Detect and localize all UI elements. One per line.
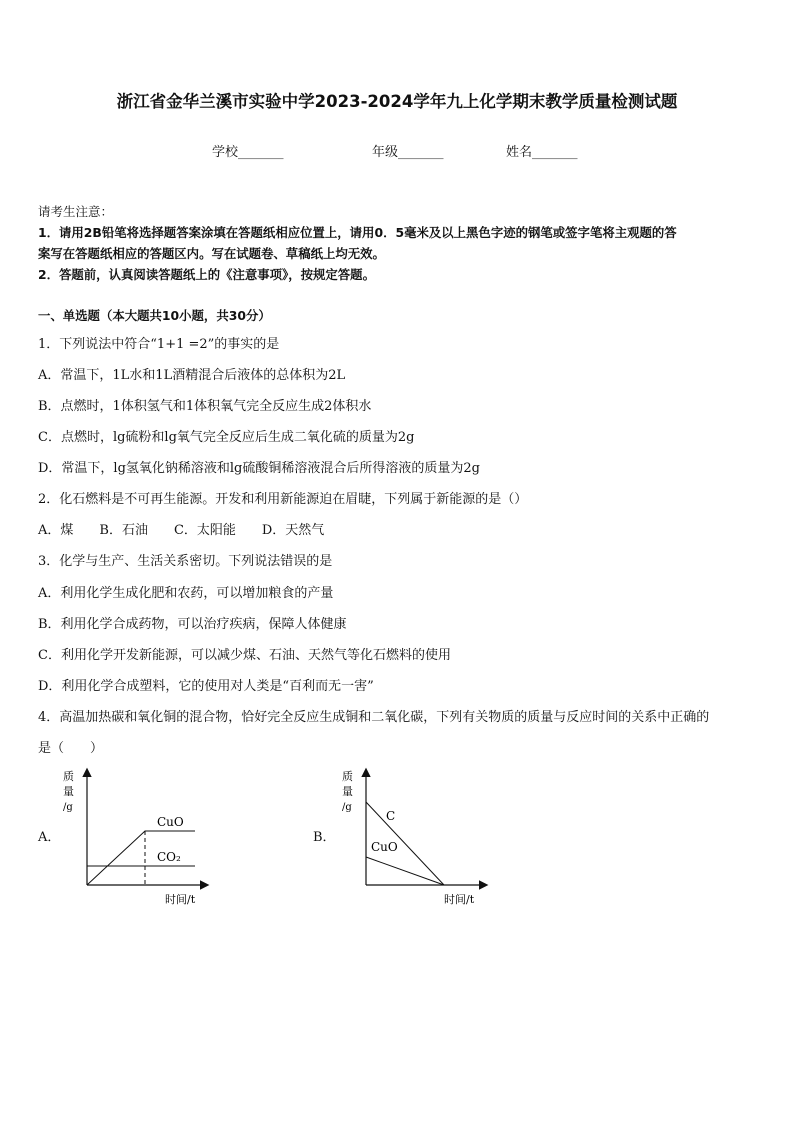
question-3-option-a: A．利用化学生成化肥和农药，可以增加粮食的产量 (38, 586, 334, 601)
question-4-stem-line-1: 4．高温加热碳和氧化铜的混合物，恰好完全反应生成铜和二氧化碳，下列有关物质的质量与反应时间的关系中正确的 (38, 710, 710, 725)
graph-a-option-label: A． (38, 830, 61, 845)
graph-a-y-label-1: 质 (63, 770, 74, 783)
question-3-option-d: D．利用化学合成塑料，它的使用对人类是“百利而无一害” (38, 679, 374, 694)
graph-b-y-label-3: /g (342, 802, 352, 813)
graph-b-series-cuo: CuO (371, 840, 398, 854)
question-3-stem: 3．化学与生产、生活关系密切。下列说法错误的是 (38, 554, 333, 569)
grade-field: 年级_______ (372, 145, 444, 160)
question-4-stem-line-2: 是（ ） (38, 741, 104, 756)
question-1-option-a: A．常温下，1L水和1L酒精混合后液体的总体积为2L (38, 368, 346, 383)
graph-a-series-co2: CO₂ (157, 850, 181, 864)
page-title: 浙江省金华兰溪市实验中学2023-2024学年九上化学期末教学质量检测试题 (116, 92, 678, 111)
graph-a-x-label: 时间/t (165, 893, 196, 906)
graph-a-y-label-3: /g (63, 802, 73, 813)
notice-item-2: 2．答题前，认真阅读答题纸上的《注意事项》，按规定答题。 (38, 267, 375, 282)
graph-a-series-cuo: CuO (157, 815, 184, 829)
school-field: 学校_______ (212, 145, 284, 160)
graph-b-line-cuo (366, 857, 444, 885)
graph-b (334, 760, 504, 910)
graph-b-series-c: C (386, 809, 396, 823)
graph-b-x-label: 时间/t (444, 893, 475, 906)
question-1-option-d: D．常温下，lg氢氧化钠稀溶液和lg硫酸铜稀溶液混合后所得溶液的质量为2g (38, 461, 480, 476)
question-2-options: A．煤 B．石油 C．太阳能 D．天然气 (38, 523, 325, 538)
notice-item-1-line-1: 1．请用2B铅笔将选择题答案涂填在答题纸相应位置上，请用0．5毫米及以上黑色字迹的钢笔或签字笔将主观题的答 (38, 225, 677, 240)
graph-a (55, 760, 225, 910)
section-heading: 一、单选题（本大题共10小题，共30分） (38, 308, 271, 323)
question-3-option-c: C．利用化学开发新能源，可以减少煤、石油、天然气等化石燃料的使用 (38, 648, 451, 663)
graph-b-option-label: B． (313, 830, 336, 845)
question-1-option-c: C．点燃时，lg硫粉和lg氧气完全反应后生成二氧化硫的质量为2g (38, 430, 415, 445)
question-3-option-b: B．利用化学合成药物，可以治疗疾病，保障人体健康 (38, 617, 347, 632)
question-1-option-b: B．点燃时，1体积氢气和1体积氧气完全反应生成2体积水 (38, 399, 372, 414)
graph-a-y-label-2: 量 (63, 785, 74, 798)
question-1-stem: 1．下列说法中符合“1+1 =2”的事实的是 (38, 337, 280, 352)
question-2-stem: 2．化石燃料是不可再生能源。开发和利用新能源迫在眉睫，下列属于新能源的是（） (38, 492, 528, 507)
notice-heading: 请考生注意： (38, 204, 114, 219)
name-field: 姓名_______ (506, 145, 578, 160)
graph-b-y-label-2: 量 (342, 785, 353, 798)
graph-a-line-co2 (87, 866, 195, 885)
notice-item-1-line-2: 案写在答题纸相应的答题区内。写在试题卷、草稿纸上均无效。 (38, 246, 385, 261)
graph-b-y-label-1: 质 (342, 770, 353, 783)
